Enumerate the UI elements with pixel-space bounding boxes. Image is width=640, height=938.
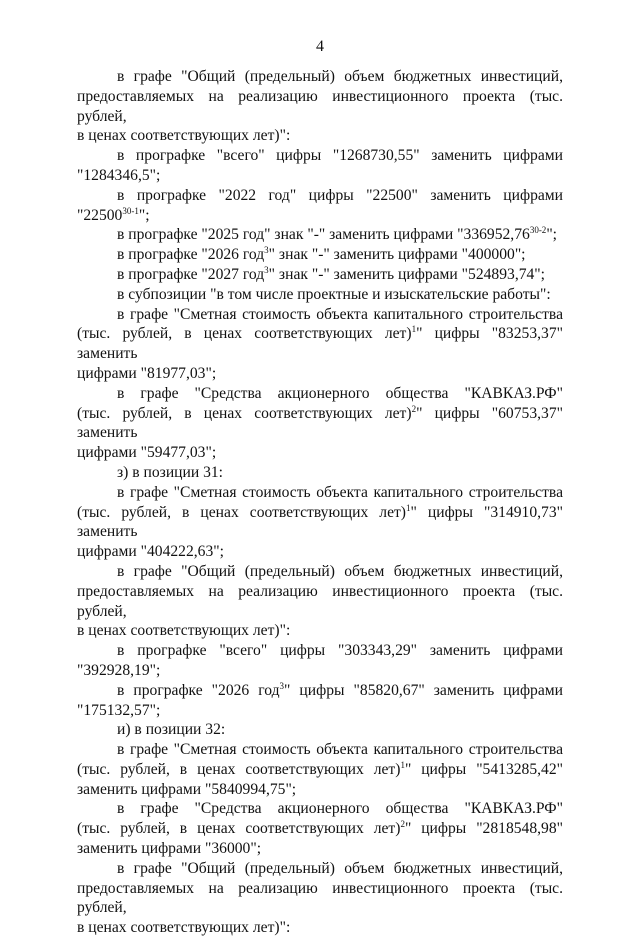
text-segment: " знак "-" заменить цифрами "524893,74";: [268, 265, 546, 283]
text-line: [77, 404, 563, 444]
text-segment: в графе "Сметная стоимость объекта капитального строительства: [117, 483, 563, 501]
text-segment: ";: [546, 226, 558, 244]
text-segment: в ценах соответствующих лет)":: [77, 919, 291, 937]
text-line: [77, 582, 563, 622]
text-segment: цифрами "81977,03";: [77, 364, 217, 382]
text-line: [77, 225, 563, 245]
text-line: [77, 701, 563, 721]
text-segment: предоставляемых на реализацию инвестиционного проекта (тыс. рублей,: [77, 582, 563, 620]
text-line: [77, 819, 563, 839]
text-line: [77, 483, 563, 503]
text-line: [77, 67, 563, 87]
text-segment: з) в позиции 31:: [117, 463, 224, 481]
text-segment: цифрами "59477,03";: [77, 444, 217, 462]
text-line: [77, 463, 563, 483]
text-segment: в прографке "2027 год: [117, 265, 265, 283]
text-segment: и) в позиции 32:: [117, 721, 226, 739]
text-line: [77, 859, 563, 879]
text-segment: "392928,19";: [77, 661, 161, 679]
text-segment: в графе "Средства акционерного общества "КАВКАЗ.РФ": [117, 800, 563, 818]
text-segment: в ценах соответствующих лет)":: [77, 622, 291, 640]
text-line: [77, 186, 563, 206]
footnote-ref: 30-2: [529, 225, 547, 236]
text-segment: цифрами "404222,63";: [77, 543, 224, 561]
footnote-ref: 2: [411, 403, 417, 414]
text-line: [77, 503, 563, 543]
text-line: [77, 839, 563, 859]
text-line: [77, 760, 563, 780]
text-segment: " цифры "5413285,42": [404, 760, 563, 778]
text-segment: в ценах соответствующих лет)":: [77, 127, 291, 145]
text-segment: в прографке "2026 год: [117, 681, 280, 699]
text-segment: (тыс. рублей, в ценах соответствующих лет): [77, 760, 401, 778]
text-segment: в графе "Общий (предельный) объем бюджетных инвестиций,: [117, 68, 563, 85]
text-segment: в прографке "2026 год: [117, 246, 265, 264]
text-line: [77, 681, 563, 701]
text-line: [77, 918, 563, 938]
text-segment: в прографке "всего" цифры "303343,29" заменить цифрами: [117, 642, 563, 660]
footnote-ref: 3: [264, 245, 269, 256]
footnote-ref: 3: [279, 680, 285, 691]
text-line: [77, 305, 563, 325]
text-line: [77, 364, 563, 384]
text-segment: "22500: [77, 206, 123, 224]
text-segment: "1284346,5";: [77, 166, 161, 184]
text-segment: в графе "Общий (предельный) объем бюджетных инвестиций,: [117, 859, 563, 877]
text-line: [77, 443, 563, 463]
text-line: [77, 641, 563, 661]
text-segment: в прографке "всего" цифры "1268730,55" заменить цифрами: [117, 147, 563, 165]
footnote-ref: 30-1: [122, 205, 139, 216]
text-segment: в графе "Сметная стоимость объекта капитального строительства: [117, 305, 563, 323]
text-line: [77, 542, 563, 562]
text-segment: (тыс. рублей, в ценах соответствующих лет): [77, 325, 412, 343]
text-line: [77, 780, 563, 800]
document-body: [77, 67, 563, 938]
text-line: [77, 799, 563, 819]
text-line: [77, 384, 563, 404]
text-segment: " цифры "2818548,98": [404, 820, 563, 838]
text-line: [77, 265, 563, 285]
footnote-ref: 3: [264, 264, 269, 275]
text-segment: в графе "Средства акционерного общества "КАВКАЗ.РФ": [117, 384, 563, 402]
text-segment: в прографке "2025 год" знак "-" заменить цифрами "336952,76: [117, 226, 530, 244]
text-segment: (тыс. рублей, в ценах соответствующих лет): [77, 503, 406, 521]
text-line: [77, 166, 563, 186]
text-line: [77, 206, 563, 226]
text-segment: " цифры "83253,37" заменить: [77, 325, 563, 363]
footnote-ref: 2: [400, 819, 405, 830]
text-segment: " цифры "314910,73" заменить: [77, 503, 563, 541]
text-line: [77, 879, 563, 919]
footnote-ref: 1: [406, 502, 411, 513]
text-segment: предоставляемых на реализацию инвестиционного проекта (тыс. рублей,: [77, 879, 563, 917]
text-line: [77, 87, 563, 127]
text-segment: (тыс. рублей, в ценах соответствующих лет): [77, 404, 412, 422]
text-line: [77, 661, 563, 681]
text-line: [77, 621, 563, 641]
text-line: [77, 740, 563, 760]
text-segment: (тыс. рублей, в ценах соответствующих лет): [77, 820, 401, 838]
text-line: [77, 285, 563, 305]
text-line: [77, 245, 563, 265]
page-number: 4: [316, 38, 324, 55]
text-line: [77, 324, 563, 364]
text-line: [77, 146, 563, 166]
footnote-ref: 1: [400, 759, 405, 770]
text-segment: в прографке "2022 год" цифры "22500" заменить цифрами: [117, 186, 563, 204]
text-segment: заменить цифрами "36000";: [77, 840, 262, 858]
text-segment: в субпозиции "в том числе проектные и изыскательские работы":: [117, 285, 551, 303]
text-segment: в графе "Сметная стоимость объекта капитального строительства: [117, 741, 563, 759]
text-line: [77, 720, 563, 740]
text-segment: " цифры "85820,67" заменить цифрами: [284, 681, 563, 699]
text-segment: "175132,57";: [77, 701, 161, 719]
text-segment: в графе "Общий (предельный) объем бюджетных инвестиций,: [117, 562, 563, 580]
footnote-ref: 1: [411, 324, 417, 335]
text-line: [77, 126, 563, 146]
text-line: [77, 562, 563, 582]
text-segment: заменить цифрами "5840994,75";: [77, 780, 297, 798]
text-segment: ";: [138, 206, 150, 224]
text-segment: " цифры "60753,37" заменить: [77, 404, 563, 442]
text-segment: " знак "-" заменить цифрами "400000";: [268, 246, 526, 264]
text-segment: предоставляемых на реализацию инвестиционного проекта (тыс. рублей,: [77, 87, 563, 125]
